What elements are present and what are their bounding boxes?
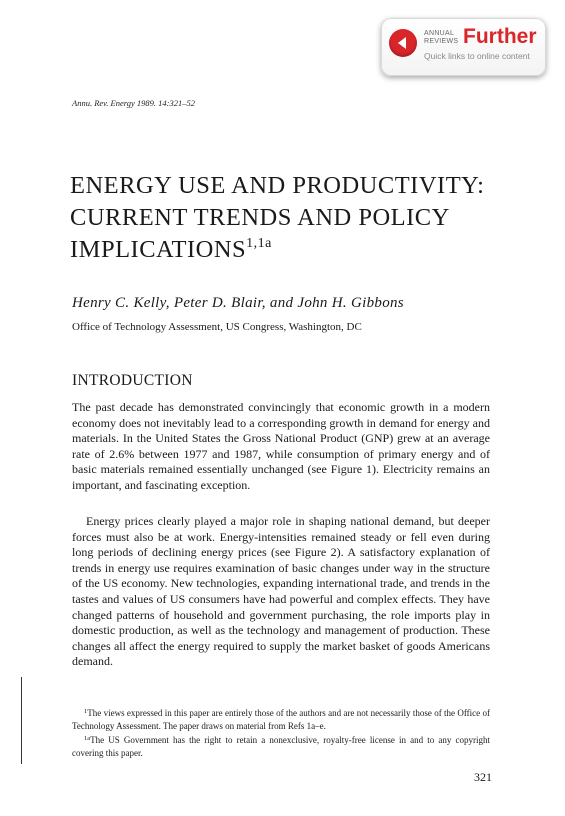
annual-reviews-line1: ANNUAL [424,30,455,37]
title-line-1: ENERGY USE AND PRODUCTIVITY: [70,172,485,199]
footnote-1-text: The views expressed in this paper are entirely those of the authors and are not necessarily those of the Office of Technology Assessment. The paper draws on material from Refs 1a–e. [72,708,490,731]
title-line-2: CURRENT TRENDS AND POLICY [70,204,450,231]
footnote-1a [72,734,490,760]
paper-title [70,170,510,266]
margin-rule [21,677,22,764]
footnote-1a-text: The US Government has the right to retain a nonexclusive, royalty-free license in and to any copyright covering this paper. [72,735,490,758]
body-paragraph-2: Energy prices clearly played a major role in shaping national demand, but deeper forces must also be at work. Energy-intensities remained steady or fell even during long periods of declining energy prices (see Figure 2). A satisfactory explanation of trends in energy use requires examination of basic changes under way in the structure of the US economy. New technologies, expanding international trade, and trends in the tastes and values of US consumers have had powerful and complex effects. They have changed patterns of household and government purchasing, the role imports play in domestic production, as well as the technology and management of production. These changes all affect the energy required to supply the market basket of goods Americans demand. [72,514,490,669]
annual-reviews-wordmark [424,30,458,46]
section-heading-introduction: INTRODUCTION [72,372,193,389]
arrow-left-icon [389,29,417,57]
author-affiliation: Office of Technology Assessment, US Congress, Washington, DC [72,321,362,333]
journal-citation: Annu. Rev. Energy 1989. 14:321–52 [72,98,195,108]
annual-reviews-line2: REVIEWS [424,38,459,45]
title-footnote-mark: 1,1a [246,236,272,251]
further-links-badge[interactable] [381,18,546,76]
title-line-3: IMPLICATIONS [70,236,247,263]
footnote-1-mark: 1 [84,708,88,715]
further-subtitle: Quick links to online content [424,51,530,61]
body-paragraph-1: The past decade has demonstrated convincingly that economic growth in a modern economy does not inevitably lead to a corresponding growth in demand for energy and materials. In the United States the Gross National Product (GNP) grew at an average rate of 2.6% between 1977 and 1987, while consumption of primary energy and of basic materials remained essentially unchanged (see Figure 1). Electricity remains an important, and fascinating exception. [72,400,490,492]
page-number: 321 [474,770,492,784]
author-list: Henry C. Kelly, Peter D. Blair, and John H. Gibbons [72,295,404,311]
further-label: Further [463,25,537,48]
footnote-1 [72,707,490,733]
footnote-1a-mark: 1a [84,735,91,742]
